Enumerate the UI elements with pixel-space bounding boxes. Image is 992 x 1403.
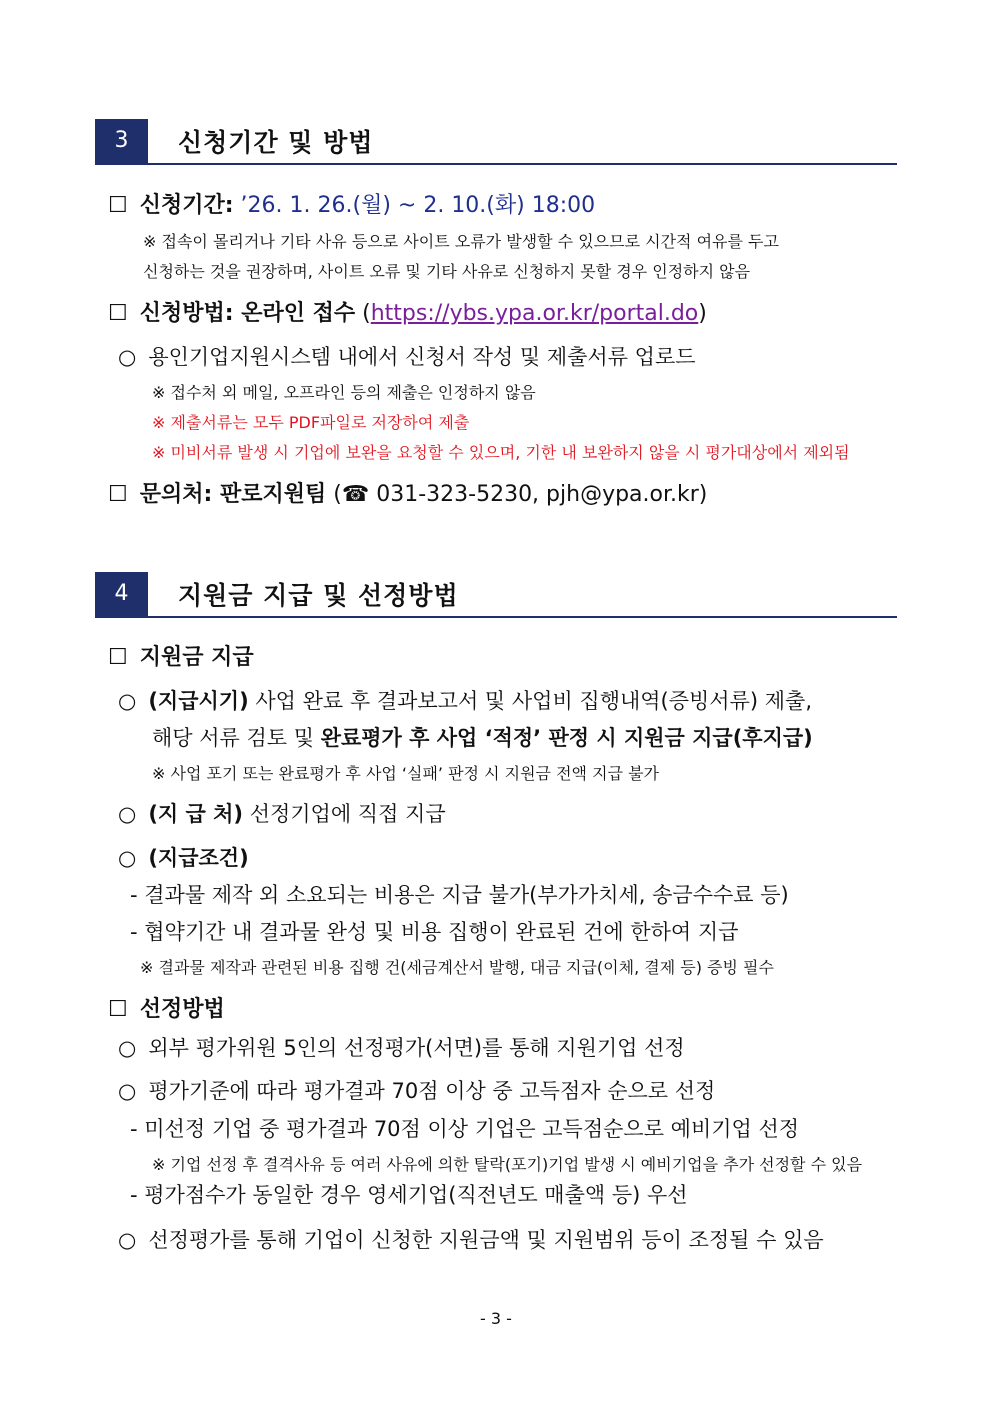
payment-payee [118, 798, 446, 828]
method-item [118, 341, 696, 371]
contact-label: 문의처: 판로지원팀 [139, 482, 327, 507]
checkbox-icon: ☐ [108, 997, 128, 1022]
checkbox-icon: ☐ [108, 301, 128, 326]
selection-dash-1: - 미선정 기업 중 평가결과 70점 이상 기업은 고득점순으로 예비기업 선정 [130, 1117, 800, 1141]
phone-icon: ☎ [341, 482, 370, 507]
timing-cont-bold: 완료평가 후 사업 ‘적정’ 판정 시 지원금 지급(후지급) [320, 726, 813, 750]
condition-note: ※ 결과물 제작과 관련된 비용 집행 건(세금계산서 발행, 대금 지급(이체, 결제 등) 증빙 필수 [140, 958, 774, 977]
selection-note: ※ 기업 선정 후 결격사유 등 여러 사유에 의한 탈락(포기)기업 발생 시 예비기업을 추가 선정할 수 있음 [152, 1155, 863, 1174]
condition-2: - 협약기간 내 결과물 완성 및 비용 집행이 완료된 건에 한하여 지급 [130, 920, 739, 944]
payment-timing [118, 685, 812, 715]
payment-timing-cont [152, 722, 813, 752]
paren-open: ( [333, 482, 342, 507]
period-label: 신청기간: [139, 193, 234, 218]
payment-conditions [118, 842, 249, 872]
section-title: 신청기간 및 방법 [178, 128, 374, 157]
cond-label: (지급조건) [148, 846, 249, 870]
timing-cont-normal: 해당 서류 검토 및 [152, 726, 321, 750]
method-note-2: ※ 제출서류는 모두 PDF파일로 저장하여 제출 [152, 413, 470, 432]
contact-value: 031-323-5230, pjh@ypa.or.kr) [369, 482, 708, 507]
payment-label: 지원금 지급 [139, 645, 254, 670]
selection-item-3-text: 선정평가를 통해 기업이 신청한 지원금액 및 지원범위 등이 조정될 수 있음 [148, 1228, 824, 1252]
section-number: 3 [95, 119, 148, 163]
method-note-3: ※ 미비서류 발생 시 기업에 보완을 요청할 수 있으며, 기한 내 보완하지 않을 시 평가대상에서 제외됨 [152, 443, 850, 462]
circle-bullet-icon: ○ [118, 1036, 137, 1060]
payee-label: (지 급 처) [148, 802, 244, 826]
section-3-header [95, 119, 897, 165]
period-value: ’26. 1. 26.(월) ~ 2. 10.(화) 18:00 [240, 193, 596, 218]
payee-text: 선정기업에 직접 지급 [243, 802, 446, 826]
condition-1: - 결과물 제작 외 소요되는 비용은 지급 불가(부가가치세, 송금수수료 등) [130, 883, 789, 907]
timing-text: 사업 완료 후 결과보고서 및 사업비 집행내역(증빙서류) 제출, [248, 689, 812, 713]
selection-heading [108, 992, 225, 1023]
selection-item-2-text: 평가기준에 따라 평가결과 70점 이상 중 고득점자 순으로 선정 [148, 1079, 716, 1103]
page-number: - 3 - [480, 1309, 512, 1328]
selection-label: 선정방법 [139, 997, 225, 1022]
checkbox-icon: ☐ [108, 645, 128, 670]
application-method [108, 296, 707, 327]
method-note-1: ※ 접수처 외 메일, 오프라인 등의 제출은 인정하지 않음 [152, 383, 536, 402]
application-period [108, 188, 595, 219]
paren-close: ) [698, 301, 707, 326]
circle-bullet-icon: ○ [118, 689, 137, 713]
section-number: 4 [95, 572, 148, 616]
section-4-header [95, 572, 897, 618]
circle-bullet-icon: ○ [118, 1228, 137, 1252]
selection-item-1-text: 외부 평가위원 5인의 선정평가(서면)를 통해 지원기업 선정 [148, 1036, 685, 1060]
period-note-1: ※ 접속이 몰리거나 기타 사유 등으로 사이트 오류가 발생할 수 있으므로 시간적 여유를 두고 [143, 232, 779, 251]
selection-item-3 [118, 1224, 824, 1254]
timing-label: (지급시기) [148, 689, 249, 713]
method-item-text: 용인기업지원시스템 내에서 신청서 작성 및 제출서류 업로드 [148, 345, 696, 369]
payment-heading [108, 640, 254, 671]
paren-open: ( [362, 301, 371, 326]
portal-link[interactable]: https://ybs.ypa.or.kr/portal.do [370, 301, 699, 326]
selection-item-1 [118, 1032, 685, 1062]
selection-dash-2: - 평가점수가 동일한 경우 영세기업(직전년도 매출액 등) 우선 [130, 1183, 688, 1207]
period-note-2: 신청하는 것을 권장하며, 사이트 오류 및 기타 사유로 신청하지 못할 경우 인정하지 않음 [143, 262, 751, 281]
contact [108, 477, 707, 508]
checkbox-icon: ☐ [108, 482, 128, 507]
circle-bullet-icon: ○ [118, 846, 137, 870]
method-label: 신청방법: 온라인 접수 [139, 301, 356, 326]
checkbox-icon: ☐ [108, 193, 128, 218]
circle-bullet-icon: ○ [118, 802, 137, 826]
circle-bullet-icon: ○ [118, 1079, 137, 1103]
timing-note: ※ 사업 포기 또는 완료평가 후 사업 ‘실패’ 판정 시 지원금 전액 지급 불가 [152, 764, 660, 783]
selection-item-2 [118, 1075, 715, 1105]
circle-bullet-icon: ○ [118, 345, 137, 369]
section-title: 지원금 지급 및 선정방법 [178, 581, 459, 610]
